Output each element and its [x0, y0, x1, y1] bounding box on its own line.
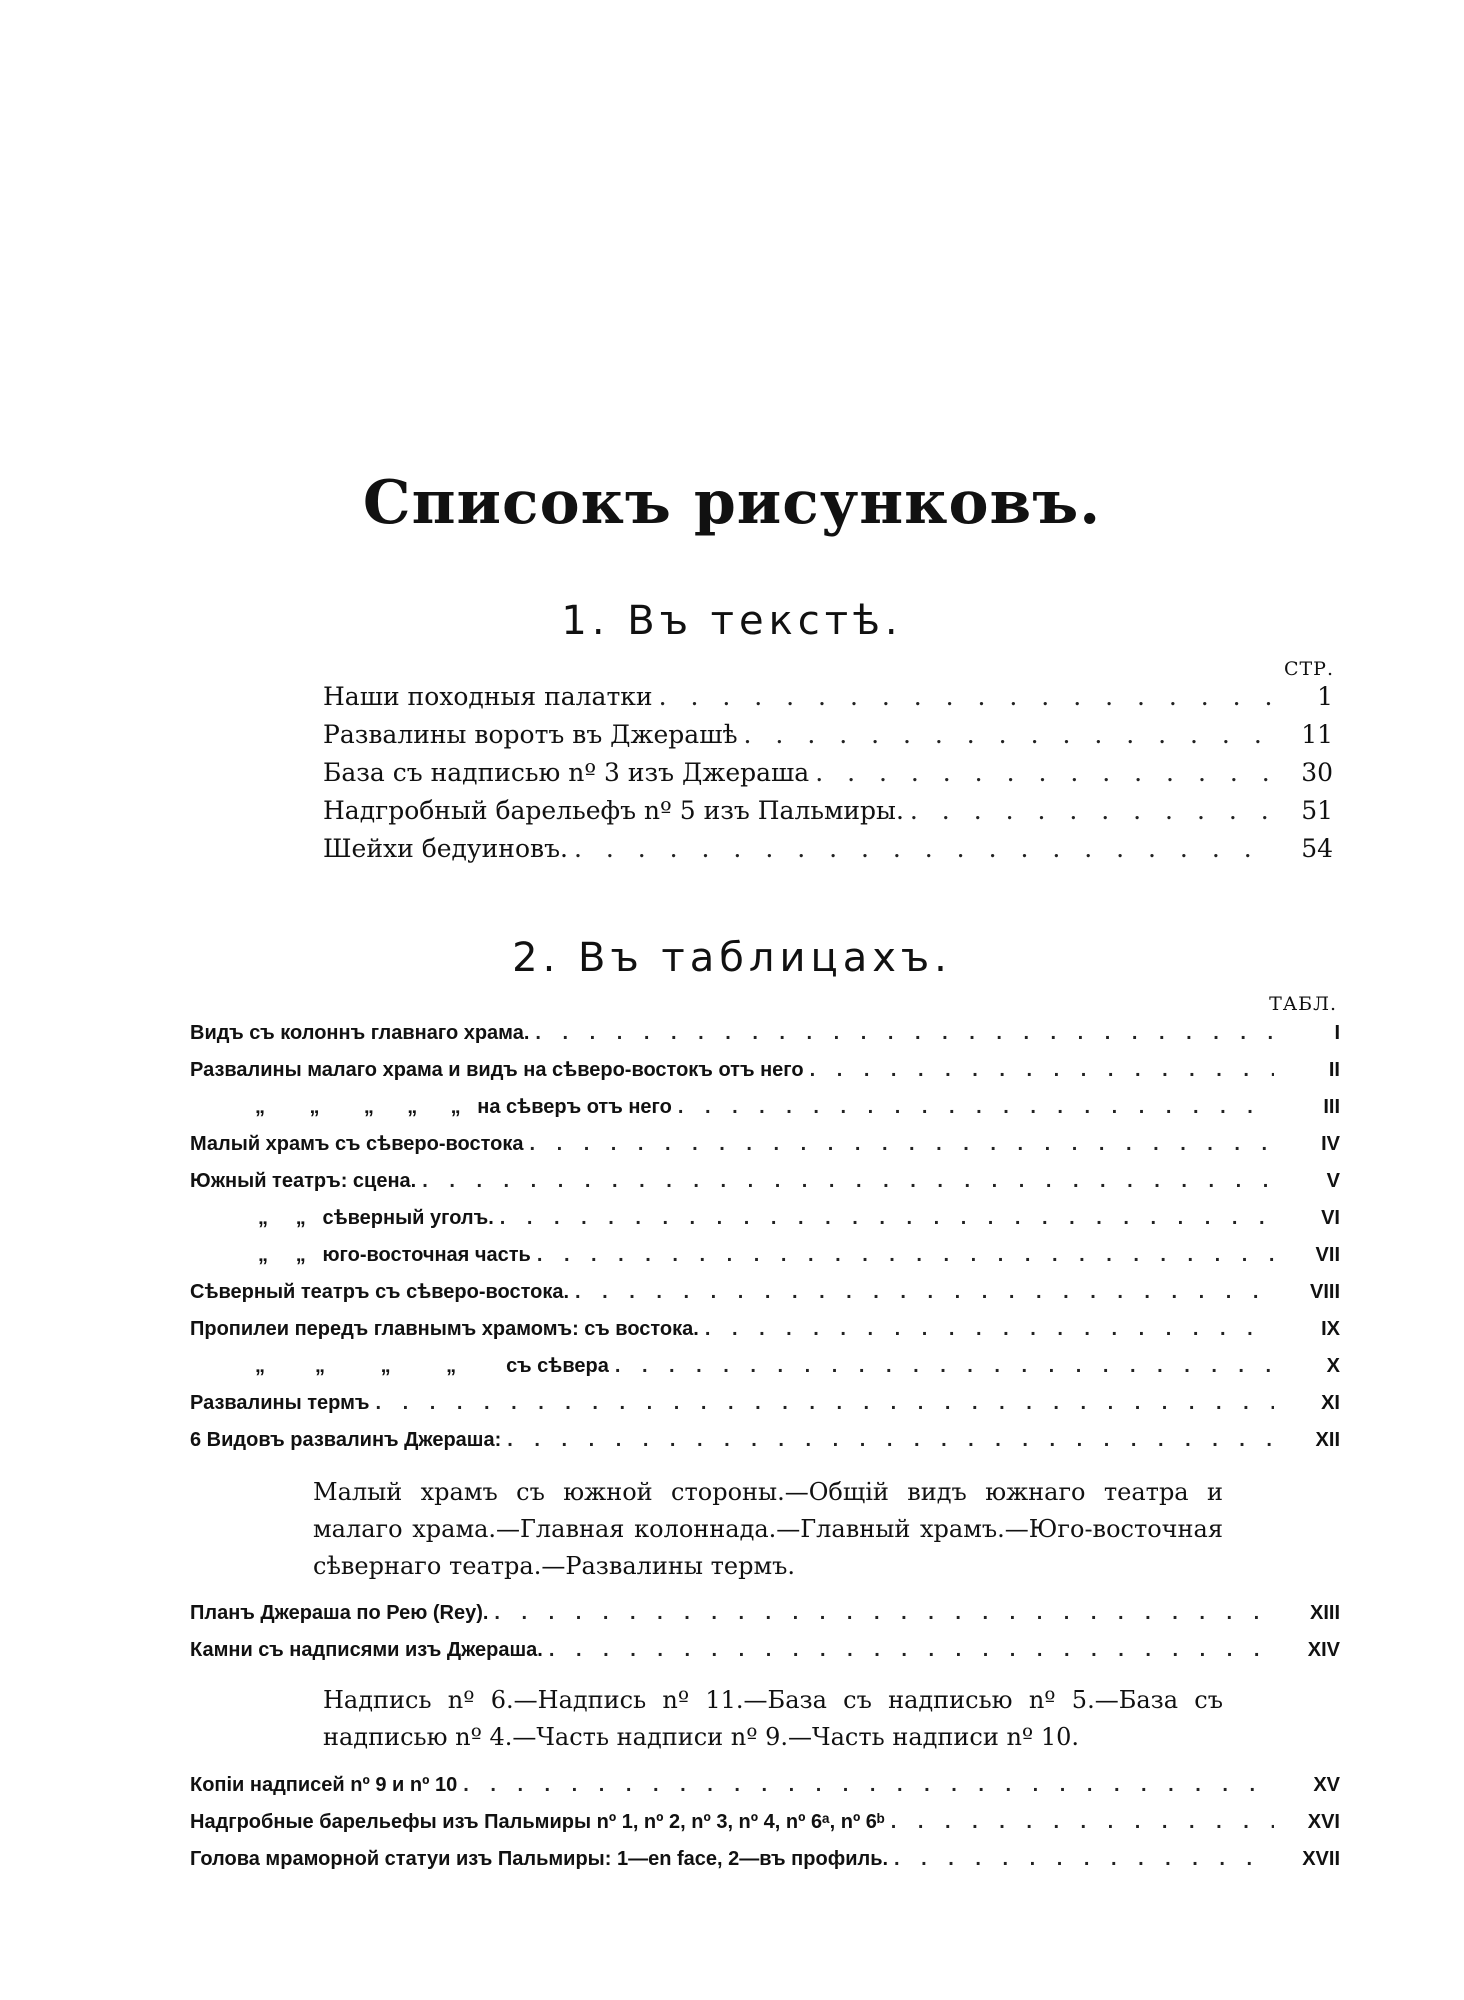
item-plate: VI — [1321, 1207, 1340, 1229]
list-item — [323, 834, 1333, 870]
leader-dots — [659, 682, 1277, 711]
list-item — [190, 1602, 1340, 1636]
item-page: 1 — [1317, 682, 1333, 711]
item-plate: IV — [1321, 1133, 1340, 1155]
item-plate: XIV — [1307, 1639, 1340, 1661]
section-heading-text: 1. Въ текстѣ. — [561, 598, 903, 644]
item-label: Пропилеи передъ главнымъ храмомъ: съ востока. — [190, 1318, 699, 1340]
leader-dots — [744, 720, 1277, 749]
item-plate: XV — [1313, 1774, 1340, 1796]
item-label: Надгробный барельефъ nº 5 изъ Пальмиры. — [323, 796, 904, 825]
item-label: База съ надписью nº 3 изъ Джераша — [323, 758, 810, 787]
column-label-plate: ТАБЛ. — [1269, 993, 1337, 1015]
item-label: Наши походныя палатки — [323, 682, 653, 711]
leader-dots — [574, 834, 1277, 863]
list-item — [190, 1059, 1340, 1093]
list-item — [190, 1133, 1340, 1167]
list-item — [190, 1392, 1340, 1426]
leader-dots — [507, 1429, 1274, 1452]
list-item — [190, 1170, 1340, 1204]
item-label: Развалины малаго храма и видъ на сѣверо-востокъ отъ него — [190, 1059, 804, 1081]
leader-dots — [910, 796, 1277, 825]
item-plate: V — [1326, 1170, 1340, 1192]
plate-xiv-contents: Надпись nº 6.—Надпись nº 11.—База съ надписью nº 5.—База съ надписью nº 4.—Часть надписи nº 9.—Часть надписи nº 10. — [323, 1686, 1223, 1751]
list-item — [190, 1022, 1340, 1056]
item-label: Планъ Джераша по Рею (Rey). — [190, 1602, 489, 1624]
item-page: 11 — [1301, 720, 1333, 749]
list-item — [323, 758, 1333, 794]
list-item — [190, 1848, 1340, 1882]
item-label: Южный театръ: сцена. — [190, 1170, 417, 1192]
item-label: „ „ „ „ „ на сѣверъ отъ него — [255, 1096, 672, 1118]
item-label: „ „ „ „ съ сѣвера — [255, 1355, 609, 1377]
list-item — [323, 796, 1333, 832]
list-item — [258, 1207, 1340, 1241]
item-plate: X — [1326, 1355, 1340, 1377]
leader-dots — [537, 1244, 1274, 1267]
item-plate: VII — [1315, 1244, 1340, 1266]
list-item — [323, 720, 1333, 756]
leader-dots — [500, 1207, 1274, 1230]
leader-dots — [575, 1281, 1274, 1304]
list-item — [258, 1244, 1340, 1278]
leader-dots — [529, 1133, 1274, 1156]
item-plate: IX — [1321, 1318, 1340, 1340]
item-label: Видъ съ колоннъ главнаго храма. — [190, 1022, 530, 1044]
list-item — [190, 1774, 1340, 1808]
leader-dots — [422, 1170, 1274, 1193]
leader-dots — [815, 758, 1277, 787]
item-label: Малый храмъ съ сѣверо-востока — [190, 1133, 524, 1155]
item-label: Шейхи бедуиновъ. — [323, 834, 568, 863]
leader-dots — [705, 1318, 1274, 1341]
leader-dots — [535, 1022, 1274, 1045]
list-item — [190, 1639, 1340, 1673]
item-page: 51 — [1301, 796, 1333, 825]
list-item — [190, 1811, 1340, 1845]
list-item — [190, 1281, 1340, 1315]
item-plate: XII — [1315, 1429, 1340, 1451]
item-plate: II — [1328, 1059, 1340, 1081]
leader-dots — [549, 1639, 1274, 1662]
leader-dots — [615, 1355, 1274, 1378]
item-plate: XVI — [1307, 1811, 1340, 1833]
item-label: Копіи надписей nº 9 и nº 10 — [190, 1774, 458, 1796]
item-label: „ „ сѣверный уголъ. — [258, 1207, 494, 1229]
item-plate: XI — [1321, 1392, 1340, 1414]
item-plate: III — [1323, 1096, 1340, 1118]
item-plate: XVII — [1302, 1848, 1340, 1870]
plate-xii-contents: Малый храмъ съ южной стороны.—Общій видъ южнаго театра и малаго храма.—Главная колоннада.—Главный храмъ.—Юго-восточная сѣвернаго театра.—Развалины термъ. — [313, 1478, 1223, 1580]
leader-dots — [891, 1811, 1274, 1834]
leader-dots — [678, 1096, 1274, 1119]
leader-dots — [894, 1848, 1274, 1871]
item-label: 6 Видовъ развалинъ Джераша: — [190, 1429, 502, 1451]
item-label: Развалины термъ — [190, 1392, 370, 1414]
item-label: Развалины воротъ въ Джерашѣ — [323, 720, 738, 749]
item-plate: VIII — [1309, 1281, 1340, 1303]
page-title: Списокъ рисунковъ. — [362, 468, 1102, 538]
item-label: „ „ юго-восточная часть — [258, 1244, 531, 1266]
item-page: 30 — [1301, 758, 1333, 787]
list-item — [255, 1096, 1340, 1130]
leader-dots — [376, 1392, 1274, 1415]
list-item — [323, 682, 1333, 718]
item-label: Надгробные барельефы изъ Пальмиры nº 1, nº 2, nº 3, nº 4, nº 6ᵃ, nº 6ᵇ — [190, 1811, 885, 1833]
leader-dots — [463, 1774, 1274, 1797]
leader-dots — [494, 1602, 1274, 1625]
item-plate: I — [1334, 1022, 1340, 1044]
leader-dots — [810, 1059, 1274, 1082]
item-plate: XIII — [1309, 1602, 1340, 1624]
list-item — [190, 1318, 1340, 1352]
list-item — [255, 1355, 1340, 1389]
item-label: Сѣверный театръ съ сѣверо-востока. — [190, 1281, 570, 1303]
item-page: 54 — [1301, 834, 1333, 863]
column-label-page: СТР. — [1283, 658, 1334, 680]
section-heading-plates: 2. Въ таблицахъ. — [512, 935, 952, 981]
item-label: Голова мраморной статуи изъ Пальмиры: 1—en face, 2—въ профиль. — [190, 1848, 889, 1870]
list-item — [190, 1429, 1340, 1463]
item-label: Камни съ надписями изъ Джераша. — [190, 1639, 543, 1661]
